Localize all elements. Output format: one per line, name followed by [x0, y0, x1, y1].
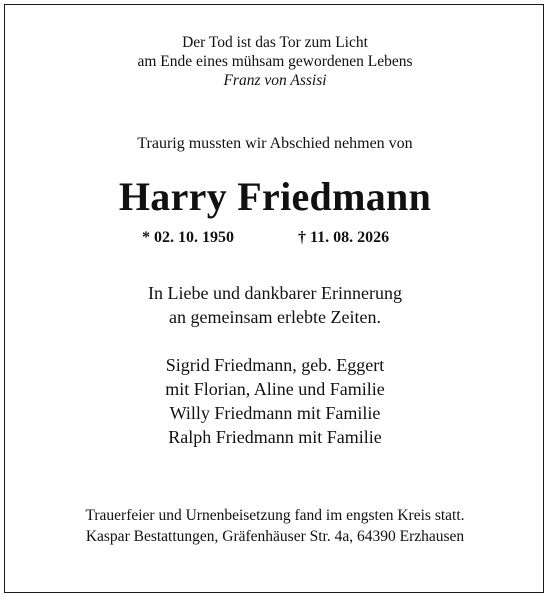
mourner-line: mit Florian, Aline und Familie	[165, 379, 385, 399]
intro-text: Traurig mussten wir Abschied nehmen von	[137, 135, 413, 152]
death-date: † 11. 08. 2026	[298, 229, 390, 246]
footer-line-1: Trauerfeier und Urnenbeisetzung fand im engsten Kreis statt.	[85, 507, 465, 524]
dedication-line-2: an gemeinsam erlebte Zeiten.	[169, 307, 381, 327]
deceased-name: Harry Friedmann	[118, 174, 432, 219]
quote-line-1: Der Tod ist das Tor zum Licht	[182, 34, 368, 51]
mourner-line: Willy Friedmann mit Familie	[169, 403, 381, 423]
quote-line-2: am Ende eines mühsam gewordenen Lebens	[137, 53, 413, 70]
footer-line-2: Kaspar Bestattungen, Gräfenhäuser Str. 4a, 64390 Erzhausen	[85, 528, 465, 545]
mourner-line: Sigrid Friedmann, geb. Eggert	[165, 355, 385, 375]
quote-author: Franz von Assisi	[223, 72, 327, 89]
dedication-line-1: In Liebe und dankbarer Erinnerung	[148, 283, 402, 303]
life-dates	[0, 229, 550, 249]
mourner-line: Ralph Friedmann mit Familie	[168, 427, 382, 447]
birth-date: * 02. 10. 1950	[142, 229, 234, 246]
